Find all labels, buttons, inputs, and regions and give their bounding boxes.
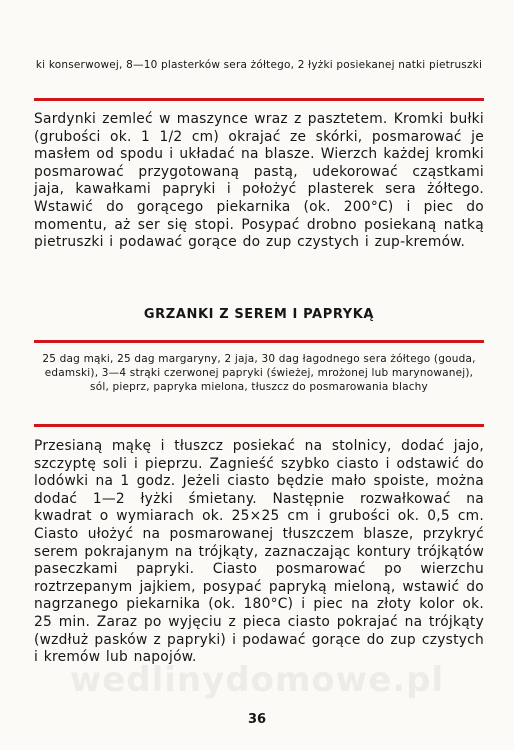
page-number: 36 <box>247 712 267 727</box>
red-divider-top <box>34 98 484 101</box>
red-divider-title <box>34 340 484 343</box>
recipe2-instructions: Przesianą mąkę i tłuszcz posiekać na stolnicy, dodać jajo, szczyptę soli i pieprzu. Zagnieść szybko ciasto i odstawić do lodówki na 1 godz. Jeżeli ciasto będzie mało spoiste, można dodać 1—2 łyżki śmietany. Następnie rozwałkować na kwadrat o wymiarach ok. 25×25 cm i grubości ok. 0,5 cm. Ciasto ułożyć na posmarowanej tłuszczem blasze, przykryć serem pokrajanym na trójkąty, zaznaczając kontury trójkątów paseczkami papryki. Ciasto posmarować po wierzchu roztrzepanym jajkiem, posypać papryką mieloną, wstawić do nagrzanego piekarnika (ok. 180°C) i piec na złoty kolor ok. 25 min. Zaraz po wyjęciu z pieca ciasto pokrajać na trójkąty (wzdłuż pasków z papryki) i podawać gorące do zup czystych i kremów lub napojów. <box>34 438 484 666</box>
watermark-text: wedlinydomowe.pl <box>69 660 445 700</box>
recipe2-title: GRZANKI Z SEREM I PAPRYKĄ <box>143 307 375 322</box>
red-divider-ingredients <box>34 424 484 427</box>
recipe2-ingredients: 25 dag mąki, 25 dag margaryny, 2 jaja, 30 dag łagodnego sera żółtego (gouda, edamski), 3—4 strąki czerwonej papryki (świeżej, mrożonej lub marynowanej), sól, pieprz, papryka mielona, tłuszcz do posmarowania blachy <box>42 353 476 393</box>
top-ingredients: ki konserwowej, 8—10 plasterków sera żółtego, 2 łyżki posiekanej natki pietruszki <box>35 59 483 71</box>
recipe1-instructions: Sardynki zemleć w maszynce wraz z pasztetem. Kromki bułki (grubości ok. 1 1/2 cm) okrajać ze skórki, posmarować je masłem od spodu i układać na blasze. Wierzch każdej kromki posmarować przygotowaną pastą, udekorować cząstkami jaja, kawałkami papryki i położyć plasterek sera żółtego. Wstawić do gorącego piekarnika (ok. 200°C) i piec do momentu, aż ser się stopi. Posypać drobno posiekaną natką pietruszki i podawać gorące do zup czystych i zup-kremów. <box>34 111 484 251</box>
